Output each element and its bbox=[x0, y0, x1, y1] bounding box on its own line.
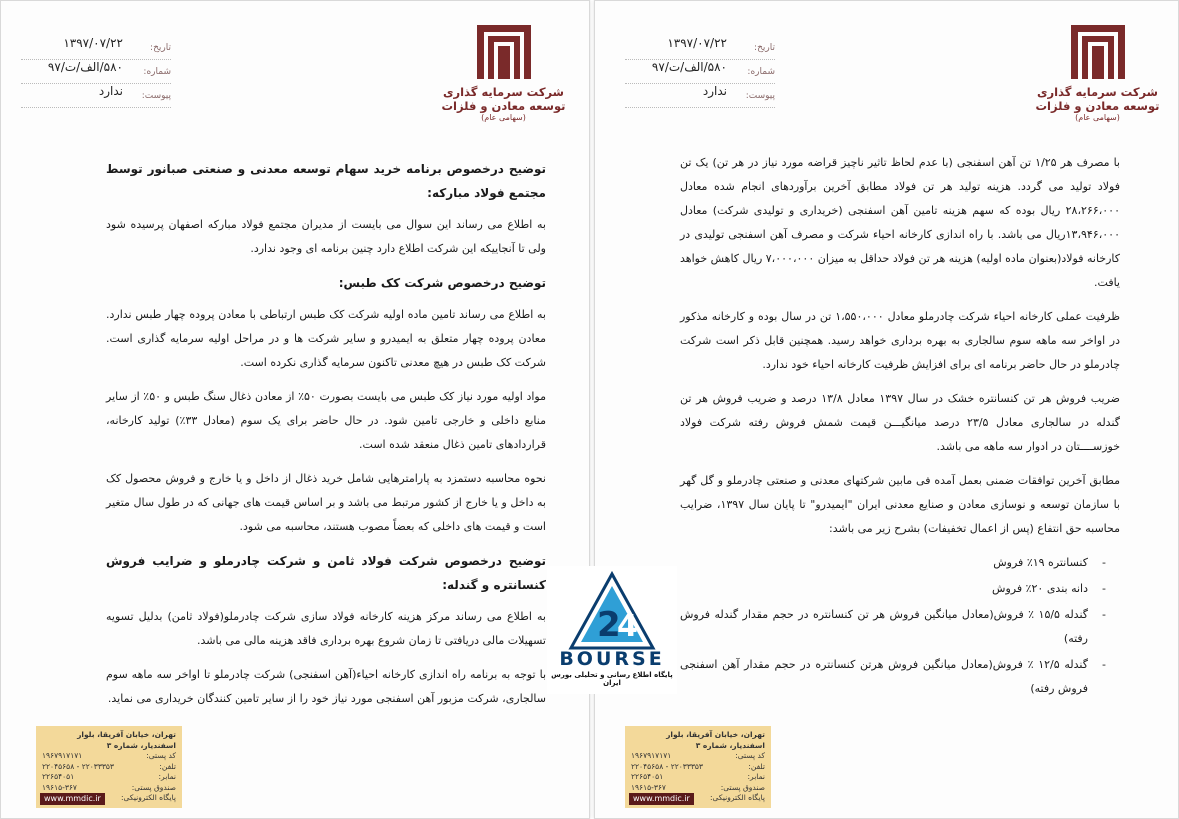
section-heading: توضیح درخصوص شرکت کک طبس: bbox=[338, 276, 546, 290]
company-logo-icon bbox=[475, 23, 533, 81]
company-logo bbox=[1035, 23, 1160, 122]
section-paragraph: نحوه محاسبه دستمزد به پارامترهایی شامل خرید ذغال از داخل و یا خارج و فروش محصول کک به داخل و یا خارج از کشور مرتبط می باشد و بر اساس قیمت های جهانی که در طول سال متغیر است و قیمت های داخلی که بعضاً مصوب هستند، محاسبه می شود. bbox=[106, 472, 546, 533]
postal-value: ۱۹۶۷۹۱۷۱۷۱ bbox=[631, 751, 672, 760]
section-paragraph: مواد اولیه مورد نیاز کک طبس می بایست بصورت ۵۰٪ از معادن ذغال سنگ طبس و ۵۰٪ از سایر منابع داخلی و خارجی تامین شود. در حال حاضر برای یک سوم (معادل ۳۳٪) تولید کارخانه، قراردادهای تامین ذغال منعقد شده است. bbox=[106, 390, 546, 451]
website-link[interactable]: www.mmdic.ir bbox=[40, 793, 105, 806]
pobox-value: ۱۹۶۱۵-۳۶۷ bbox=[42, 782, 77, 792]
list-item-text: دانه بندی ۲۰٪ فروش bbox=[992, 582, 1088, 595]
list-item-text: گندله ۱۲/۵ ٪ فروش(معادل میانگین فروش هرتن کنسانتره در حجم مقدار آهن اسفنجی فروش رفته) bbox=[680, 658, 1088, 695]
web-label: پایگاه الکترونیکی: bbox=[120, 793, 176, 802]
list-item-text: گندله ۱۵/۵ ٪ فروش(معادل میانگین فروش هر تن کنسانتره در حجم مقدار گندله فروش رفته) bbox=[680, 608, 1089, 645]
body-paragraph: با مصرف هر ۱/۲۵ تن آهن اسفنجی (با عدم لحاظ تاثیر ناچیز قراضه مورد نیاز در هر تن) یک تن فولاد تولید می گردد. هزینه تولید هر تن فولاد مطابق آخرین برآوردهای انجام شده معادل ۲۸،۲۶۶،۰۰۰ ریال بوده که سهم هزینه تامین آهن اسفنجی (خریداری و تولیدی شرکت) معادل ۱۳،۹۴۶،۰۰۰ریال می باشد. با راه اندازی کارخانه احیاء شرکت و مصرف آهن اسفنجی تولیدی در کارخانه فولاد(بعنوان ماده اولیه) هزینه هر تن فولاد حداقل به میزان ۷،۰۰۰،۰۰۰ ریال کاهش خواهد یافت. bbox=[680, 156, 1120, 289]
footer-address: تهران، خیابان آفریقا، بلوار اسفندیار، شماره ۳ bbox=[77, 730, 176, 750]
fax-value: ۲۲۶۵۴۰۵۱ bbox=[631, 772, 664, 781]
svg-text:2: 2 bbox=[597, 605, 621, 645]
bourse-wordmark: BOURSE bbox=[559, 648, 665, 670]
section-paragraph: به اطلاع می رساند این سوال می بایست از مدیران مجتمع فولاد مبارکه اصفهان پرسیده شود ولی تا آنجاییکه این شرکت اطلاع دارد چنین برنامه ای وجود ندارد. bbox=[106, 218, 546, 255]
footer-address: تهران، خیابان آفریقا، بلوار اسفندیار، شماره ۳ bbox=[666, 730, 765, 750]
letter-footer bbox=[36, 726, 182, 808]
left-body bbox=[106, 153, 546, 721]
company-name-line1: شرکت سرمایه گذاری bbox=[443, 85, 564, 99]
list-item bbox=[680, 653, 1106, 701]
list-item bbox=[680, 577, 1106, 601]
number-row bbox=[625, 60, 775, 84]
attachment-row bbox=[625, 84, 775, 108]
attachment-label: پیوست: bbox=[745, 91, 775, 101]
date-label: تاریخ: bbox=[150, 43, 171, 53]
section-paragraph: به اطلاع می رساند تامین ماده اولیه شرکت کک طبس ارتباطی با معادن پروده چهار طبس ندارد. معادن پروده چهار متعلق به ایمیدرو و سایر شرکت ها و در مراحل اولیه سرمایه گذاری است. شرکت کک طبس در هیچ معدنی تاکنون سرمایه گذاری نکرده است. bbox=[106, 308, 546, 369]
date-row bbox=[625, 36, 775, 60]
right-body bbox=[680, 151, 1120, 703]
attachment-label: پیوست: bbox=[141, 91, 171, 101]
attachment-value: ندارد bbox=[702, 84, 727, 98]
date-value: ۱۳۹۷/۰۷/۲۲ bbox=[63, 36, 123, 50]
attachment-row bbox=[21, 84, 171, 108]
company-name-line2: توسعه معادن و فلزات bbox=[441, 99, 566, 113]
pobox-label: صندوق پستی: bbox=[131, 782, 176, 792]
list-marker: - bbox=[1102, 658, 1106, 671]
postal-label: کد پستی: bbox=[735, 751, 765, 760]
list-marker: - bbox=[1102, 556, 1106, 569]
pobox-label: صندوق پستی: bbox=[720, 782, 765, 792]
number-value: ۵۸۰/الف/ت/۹۷ bbox=[47, 60, 123, 74]
bourse24-logo-icon bbox=[567, 570, 657, 652]
fax-label: نمابر: bbox=[158, 772, 176, 781]
list-marker: - bbox=[1102, 582, 1106, 595]
rate-list bbox=[680, 551, 1120, 701]
list-marker: - bbox=[1102, 608, 1106, 621]
pobox-value: ۱۹۶۱۵-۳۶۷ bbox=[631, 782, 666, 792]
bourse24-watermark bbox=[547, 566, 677, 694]
letter-meta bbox=[21, 36, 171, 108]
section-paragraph: به اطلاع می رساند مرکز هزینه کارخانه فولاد سازی شرکت چادرملو(فولاد ثامن) بدلیل تسویه تسهیلات مالی دریافتی تا زمان شروع بهره برداری فاقد هزینه مالی می باشد. bbox=[106, 610, 546, 647]
postal-value: ۱۹۶۷۹۱۷۱۷۱ bbox=[42, 751, 83, 760]
body-paragraph: مطابق آخرین توافقات ضمنی بعمل آمده فی مابین شرکتهای معدنی و صنعتی چادرملو و گل گهر با سازمان توسعه و نوسازی معادن و صنایع معدنی ایران "ایمیدرو" تا پایان سال ۱۳۹۷، ضرایب محاسبه حق انتفاع (پس از اعمال تخفیفات) بشرح زیر می باشد: bbox=[680, 474, 1120, 535]
letter-meta bbox=[625, 36, 775, 108]
postal-label: کد پستی: bbox=[146, 751, 176, 760]
date-label: تاریخ: bbox=[754, 43, 775, 53]
company-name-line2: توسعه معادن و فلزات bbox=[1035, 99, 1160, 113]
company-name-line1: شرکت سرمایه گذاری bbox=[1037, 85, 1158, 99]
company-logo-icon bbox=[1069, 23, 1127, 81]
number-label: شماره: bbox=[747, 67, 775, 77]
company-name-line3: (سهامی عام) bbox=[1075, 113, 1120, 122]
section-paragraph: با توجه به برنامه راه اندازی کارخانه احیاء(آهن اسفنجی) شرکت چادرملو تا اواخر سه ماهه سوم سالجاری، شرکت مزبور آهن اسفنجی مورد نیاز خود را از سایر تامین کنندگان خریداری می نماید. bbox=[106, 668, 546, 705]
body-paragraph: ضریب فروش هر تن کنسانتره خشک در سال ۱۳۹۷ معادل ۱۳/۸ درصد و ضریب فروش هر تن گندله در سالجاری معادل ۲۳/۵ درصد میانگیـــن قیمت شمش فروش رفته شرکت فولاد خوزســــتان در ادوار سه ماهه می باشد. bbox=[680, 392, 1121, 453]
number-label: شماره: bbox=[143, 67, 171, 77]
list-item bbox=[680, 603, 1106, 651]
phone-label: تلفن: bbox=[159, 761, 176, 771]
number-value: ۵۸۰/الف/ت/۹۷ bbox=[651, 60, 727, 74]
date-row bbox=[21, 36, 171, 60]
section-heading: توضیح درخصوص شرکت فولاد ثامن و شرکت چادرملو و ضرایب فروش کنسانتره و گندله: bbox=[106, 554, 546, 592]
list-item-text: کنسانتره ۱۹٪ فروش bbox=[993, 556, 1088, 569]
attachment-value: ندارد bbox=[98, 84, 123, 98]
phone-value: ۲۲۰۳۳۳۵۳ - ۲۲۰۴۵۶۵۸ bbox=[42, 761, 114, 771]
phone-value: ۲۲۰۳۳۳۵۳ - ۲۲۰۴۵۶۵۸ bbox=[631, 761, 703, 771]
website-link[interactable]: www.mmdic.ir bbox=[629, 793, 694, 806]
letter-footer bbox=[625, 726, 771, 808]
company-name-line3: (سهامی عام) bbox=[481, 113, 526, 122]
svg-text:4: 4 bbox=[617, 609, 638, 644]
company-logo bbox=[441, 23, 566, 122]
list-item bbox=[680, 551, 1106, 575]
section-heading: توضیح درخصوص برنامه خرید سهام توسعه معدنی و صنعتی صبانور توسط مجتمع فولاد مبارکه: bbox=[106, 162, 546, 200]
letter-page-right bbox=[594, 0, 1179, 819]
fax-value: ۲۲۶۵۴۰۵۱ bbox=[42, 772, 75, 781]
date-value: ۱۳۹۷/۰۷/۲۲ bbox=[667, 36, 727, 50]
fax-label: نمابر: bbox=[747, 772, 765, 781]
phone-label: تلفن: bbox=[748, 761, 765, 771]
number-row bbox=[21, 60, 171, 84]
bourse-tagline: پایگاه اطلاع رسانی و تحلیلی بورس ایران bbox=[551, 671, 673, 687]
body-paragraph: ظرفیت عملی کارخانه احیاء شرکت چادرملو معادل ۱،۵۵۰،۰۰۰ تن در سال بوده و کارخانه مذکور در اواخر سه ماهه سوم سالجاری به بهره برداری خواهد رسید. همچنین قابل ذکر است شرکت چادرملو در حال حاضر برنامه ای برای افزایش ظرفیت کارخانه احیاء خود ندارد. bbox=[680, 310, 1120, 371]
web-label: پایگاه الکترونیکی: bbox=[709, 793, 765, 802]
